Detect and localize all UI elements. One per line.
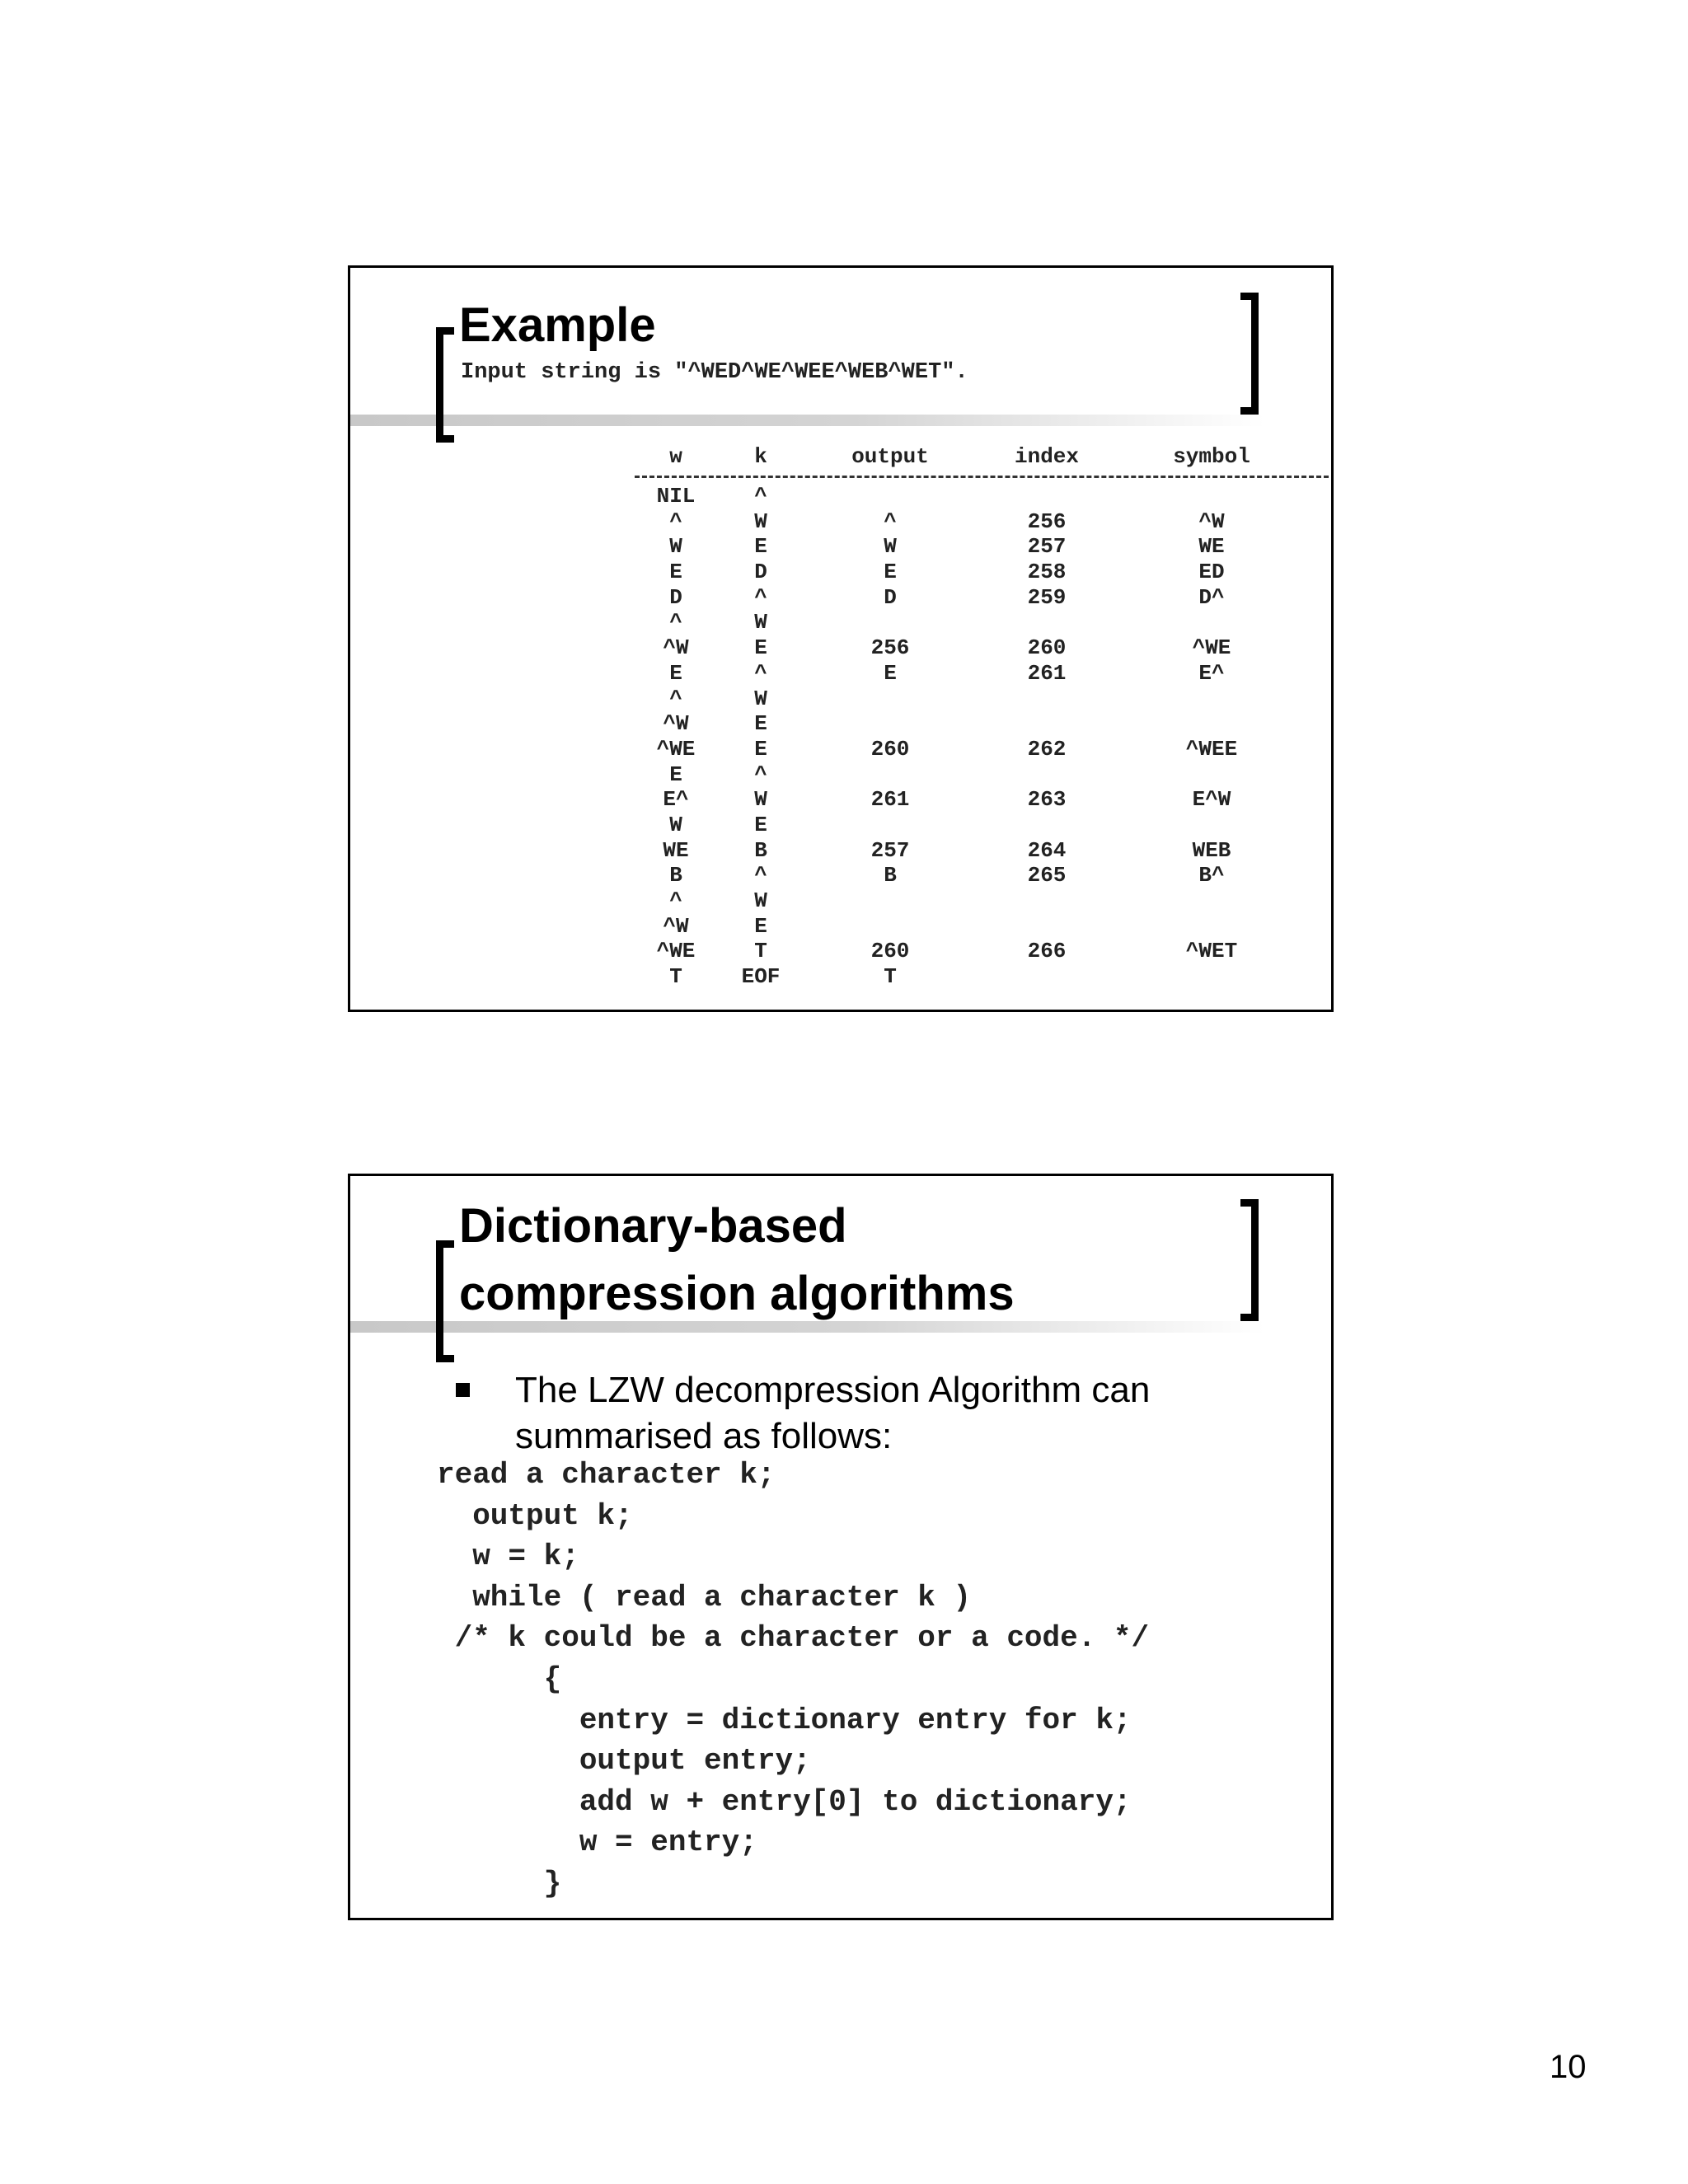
cell-output: E bbox=[884, 560, 897, 585]
cell-k: ^ bbox=[754, 762, 767, 787]
cell-output: E bbox=[884, 660, 897, 686]
cell-symbol: D^ bbox=[1198, 584, 1225, 610]
cell-w: ^WE bbox=[656, 939, 696, 964]
cell-w: W bbox=[669, 812, 682, 837]
cell-k: ^ bbox=[754, 484, 767, 509]
slide-title-line-2: compression algorithms bbox=[459, 1267, 1015, 1320]
slide-dictionary-compression bbox=[348, 1174, 1334, 1920]
table-row bbox=[635, 964, 1334, 990]
cell-output: ^ bbox=[884, 509, 897, 534]
table-row bbox=[635, 509, 1334, 535]
cell-k: E bbox=[754, 913, 767, 939]
cell-k: W bbox=[754, 610, 767, 635]
cell-k: W bbox=[754, 686, 767, 711]
cell-w: ^W bbox=[663, 913, 689, 939]
cell-index: 262 bbox=[1027, 736, 1067, 762]
cell-k: E bbox=[754, 534, 767, 560]
table-row bbox=[635, 737, 1334, 762]
cell-w: E bbox=[669, 560, 682, 585]
cell-w: E^ bbox=[663, 787, 689, 813]
table-row bbox=[635, 484, 1334, 509]
cell-symbol: ^WET bbox=[1185, 939, 1238, 964]
slide-title-line-1: Dictionary-based bbox=[459, 1199, 847, 1253]
table-row bbox=[635, 863, 1334, 888]
cell-k: E bbox=[754, 812, 767, 837]
code-line: add w + entry[0] to dictionary; bbox=[437, 1784, 1132, 1819]
right-bracket-decoration bbox=[1240, 1199, 1259, 1321]
table-header bbox=[635, 433, 1334, 484]
cell-symbol: E^ bbox=[1198, 660, 1225, 686]
cell-w: ^ bbox=[669, 888, 682, 913]
cell-w: ^ bbox=[669, 686, 682, 711]
header-w: w bbox=[669, 444, 682, 469]
cell-w: ^ bbox=[669, 610, 682, 635]
cell-output: B bbox=[884, 863, 897, 888]
table-row bbox=[635, 534, 1334, 560]
header-divider bbox=[635, 476, 1334, 478]
cell-w: ^W bbox=[663, 711, 689, 737]
cell-k: T bbox=[754, 939, 767, 964]
table-row bbox=[635, 787, 1334, 813]
cell-w: E bbox=[669, 762, 682, 787]
cell-k: ^ bbox=[754, 660, 767, 686]
cell-k: E bbox=[754, 711, 767, 737]
slide-title bbox=[459, 1193, 1015, 1328]
cell-symbol: WE bbox=[1198, 534, 1225, 560]
cell-index: 266 bbox=[1027, 939, 1067, 964]
cell-k: W bbox=[754, 787, 767, 813]
cell-k: B bbox=[754, 837, 767, 863]
table-row bbox=[635, 661, 1334, 687]
table-row bbox=[635, 838, 1334, 864]
cell-index: 256 bbox=[1027, 509, 1067, 534]
table-row bbox=[635, 687, 1334, 712]
table-row bbox=[635, 762, 1334, 788]
header-symbol: symbol bbox=[1173, 444, 1250, 469]
cell-w: W bbox=[669, 534, 682, 560]
cell-index: 264 bbox=[1027, 837, 1067, 863]
code-line: read a character k; bbox=[437, 1458, 776, 1492]
cell-k: D bbox=[754, 560, 767, 585]
code-line: w = k; bbox=[437, 1540, 579, 1574]
code-line: w = entry; bbox=[437, 1825, 757, 1860]
header-k: k bbox=[754, 444, 767, 469]
code-line: /* k could be a character or a code. */ bbox=[437, 1621, 1150, 1656]
code-line: while ( read a character k ) bbox=[437, 1580, 972, 1615]
cell-output: W bbox=[884, 534, 897, 560]
cell-index: 260 bbox=[1027, 635, 1067, 661]
page-number: 10 bbox=[1550, 2049, 1587, 2085]
table-row bbox=[635, 939, 1334, 964]
cell-index: 261 bbox=[1027, 660, 1067, 686]
cell-output: 256 bbox=[870, 635, 910, 661]
cell-w: T bbox=[669, 964, 682, 990]
header-index: index bbox=[1014, 444, 1079, 469]
cell-w: B bbox=[669, 863, 682, 888]
cell-output: 257 bbox=[870, 837, 910, 863]
slide-title: Example bbox=[459, 298, 656, 352]
code-line: entry = dictionary entry for k; bbox=[437, 1703, 1132, 1737]
input-string-line: Input string is "^WED^WE^WEE^WEB^WET". bbox=[461, 360, 968, 385]
table-row bbox=[635, 888, 1334, 914]
cell-output: 261 bbox=[870, 787, 910, 813]
cell-output: D bbox=[884, 584, 897, 610]
table-row bbox=[635, 813, 1334, 838]
header-output: output bbox=[851, 444, 929, 469]
cell-symbol: WEB bbox=[1192, 837, 1231, 863]
cell-symbol: ED bbox=[1198, 560, 1225, 585]
cell-w: ^W bbox=[663, 635, 689, 661]
cell-k: EOF bbox=[741, 964, 781, 990]
code-line: } bbox=[437, 1866, 562, 1900]
cell-k: E bbox=[754, 635, 767, 661]
code-line: output k; bbox=[437, 1498, 633, 1533]
square-bullet-icon bbox=[456, 1383, 470, 1397]
cell-output: T bbox=[884, 964, 897, 990]
code-line: { bbox=[437, 1661, 562, 1696]
code-block bbox=[437, 1455, 1149, 1905]
cell-symbol: B^ bbox=[1198, 863, 1225, 888]
cell-index: 265 bbox=[1027, 863, 1067, 888]
left-bracket-decoration bbox=[436, 1240, 454, 1362]
table-row bbox=[635, 610, 1334, 635]
cell-index: 257 bbox=[1027, 534, 1067, 560]
cell-w: E bbox=[669, 660, 682, 686]
cell-symbol: ^WEE bbox=[1185, 736, 1238, 762]
cell-k: E bbox=[754, 736, 767, 762]
cell-output: 260 bbox=[870, 939, 910, 964]
table-row bbox=[635, 560, 1334, 585]
cell-w: ^WE bbox=[656, 736, 696, 762]
cell-k: W bbox=[754, 509, 767, 534]
cell-symbol: ^W bbox=[1198, 509, 1225, 534]
cell-index: 263 bbox=[1027, 787, 1067, 813]
table-row bbox=[635, 635, 1334, 661]
cell-index: 259 bbox=[1027, 584, 1067, 610]
cell-k: ^ bbox=[754, 584, 767, 610]
right-bracket-decoration bbox=[1240, 293, 1259, 415]
cell-symbol: E^W bbox=[1192, 787, 1231, 813]
table-row bbox=[635, 585, 1334, 611]
table-row bbox=[635, 914, 1334, 940]
code-line: output entry; bbox=[437, 1744, 811, 1779]
cell-k: ^ bbox=[754, 863, 767, 888]
bullet-text: The LZW decompression Algorithm can summarised as follows: bbox=[515, 1370, 1151, 1456]
lzw-table bbox=[635, 433, 1334, 990]
cell-output: 260 bbox=[870, 736, 910, 762]
cell-w: WE bbox=[663, 837, 689, 863]
left-bracket-decoration bbox=[436, 327, 454, 443]
table-row bbox=[635, 711, 1334, 737]
cell-k: W bbox=[754, 888, 767, 913]
table-body bbox=[635, 484, 1334, 990]
cell-w: NIL bbox=[656, 484, 696, 509]
cell-symbol: ^WE bbox=[1192, 635, 1231, 661]
cell-index: 258 bbox=[1027, 560, 1067, 585]
title-underline-bar bbox=[350, 415, 1265, 426]
slide-example bbox=[348, 265, 1334, 1012]
cell-w: D bbox=[669, 584, 682, 610]
cell-w: ^ bbox=[669, 509, 682, 534]
